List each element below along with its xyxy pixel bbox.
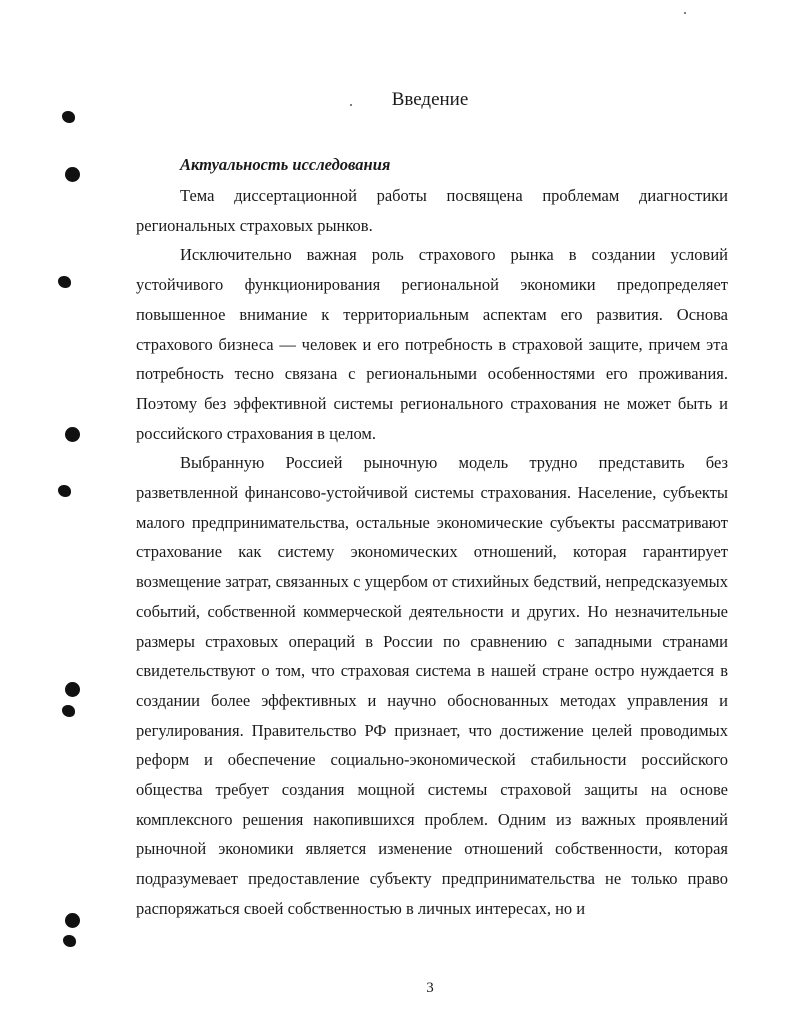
punch-hole-mark bbox=[58, 485, 71, 497]
section-heading: Актуальность исследования bbox=[180, 155, 391, 174]
punch-hole-mark bbox=[62, 705, 75, 717]
paragraph: Выбранную Россией рыночную модель трудно представить без разветвленной финансово-устойчивой системы страхования. Население, субъекты малого предпринимательства, остальные экономические субъекты рассматривают страхование как систему экономических отношений, которая гарантирует возмещение затрат, связанных с ущербом от стихийных бедствий, непредсказуемых событий, собственной коммерческой деятельности и других. Но незначительные размеры страховых операций в России по сравнению с западными странами свидетельствуют о том, что страховая система в нашей стране остро нуждается в создании более эффективных и научно обоснованных методах управления и регулирования. Правительство РФ признает, что достижение целей проводимых реформ и обеспечение социально-экономической стабильности российского общества требует создания мощной системы страховой защиты на основе комплексного решения накопившихся проблем. Одним из важных проявлений рыночной экономики является изменение отношений собственности, которая подразумевает предоставление субъекту предпринимательства не только право распоряжаться своей собственностью в личных интересах, но и bbox=[136, 453, 728, 918]
punch-hole-mark bbox=[65, 913, 80, 928]
paragraph: Тема диссертационной работы посвящена проблемам диагностики региональных страховых рынков. bbox=[136, 186, 728, 235]
punch-hole-mark bbox=[65, 167, 80, 182]
punch-hole-mark bbox=[62, 111, 75, 123]
paragraph: Исключительно важная роль страхового рынка в создании условий устойчивого функционирования региональной экономики предопределяет повышенное внимание к территориальным аспектам его развития. Основа страхового бизнеса — человек и его потребность в страховой защите, причем эта потребность тесно связана с региональными особенностями его проживания. Поэтому без эффективной системы регионального страхования не может быть и российского страхования в целом. bbox=[136, 245, 728, 443]
punch-hole-mark bbox=[65, 427, 80, 442]
page-number: 3 bbox=[426, 980, 434, 996]
punch-hole-mark bbox=[58, 276, 71, 288]
body-text bbox=[136, 181, 728, 924]
page-title: Введение bbox=[391, 89, 469, 110]
scan-speck bbox=[684, 12, 686, 14]
punch-hole-mark bbox=[65, 682, 80, 697]
punch-hole-mark bbox=[63, 935, 76, 947]
